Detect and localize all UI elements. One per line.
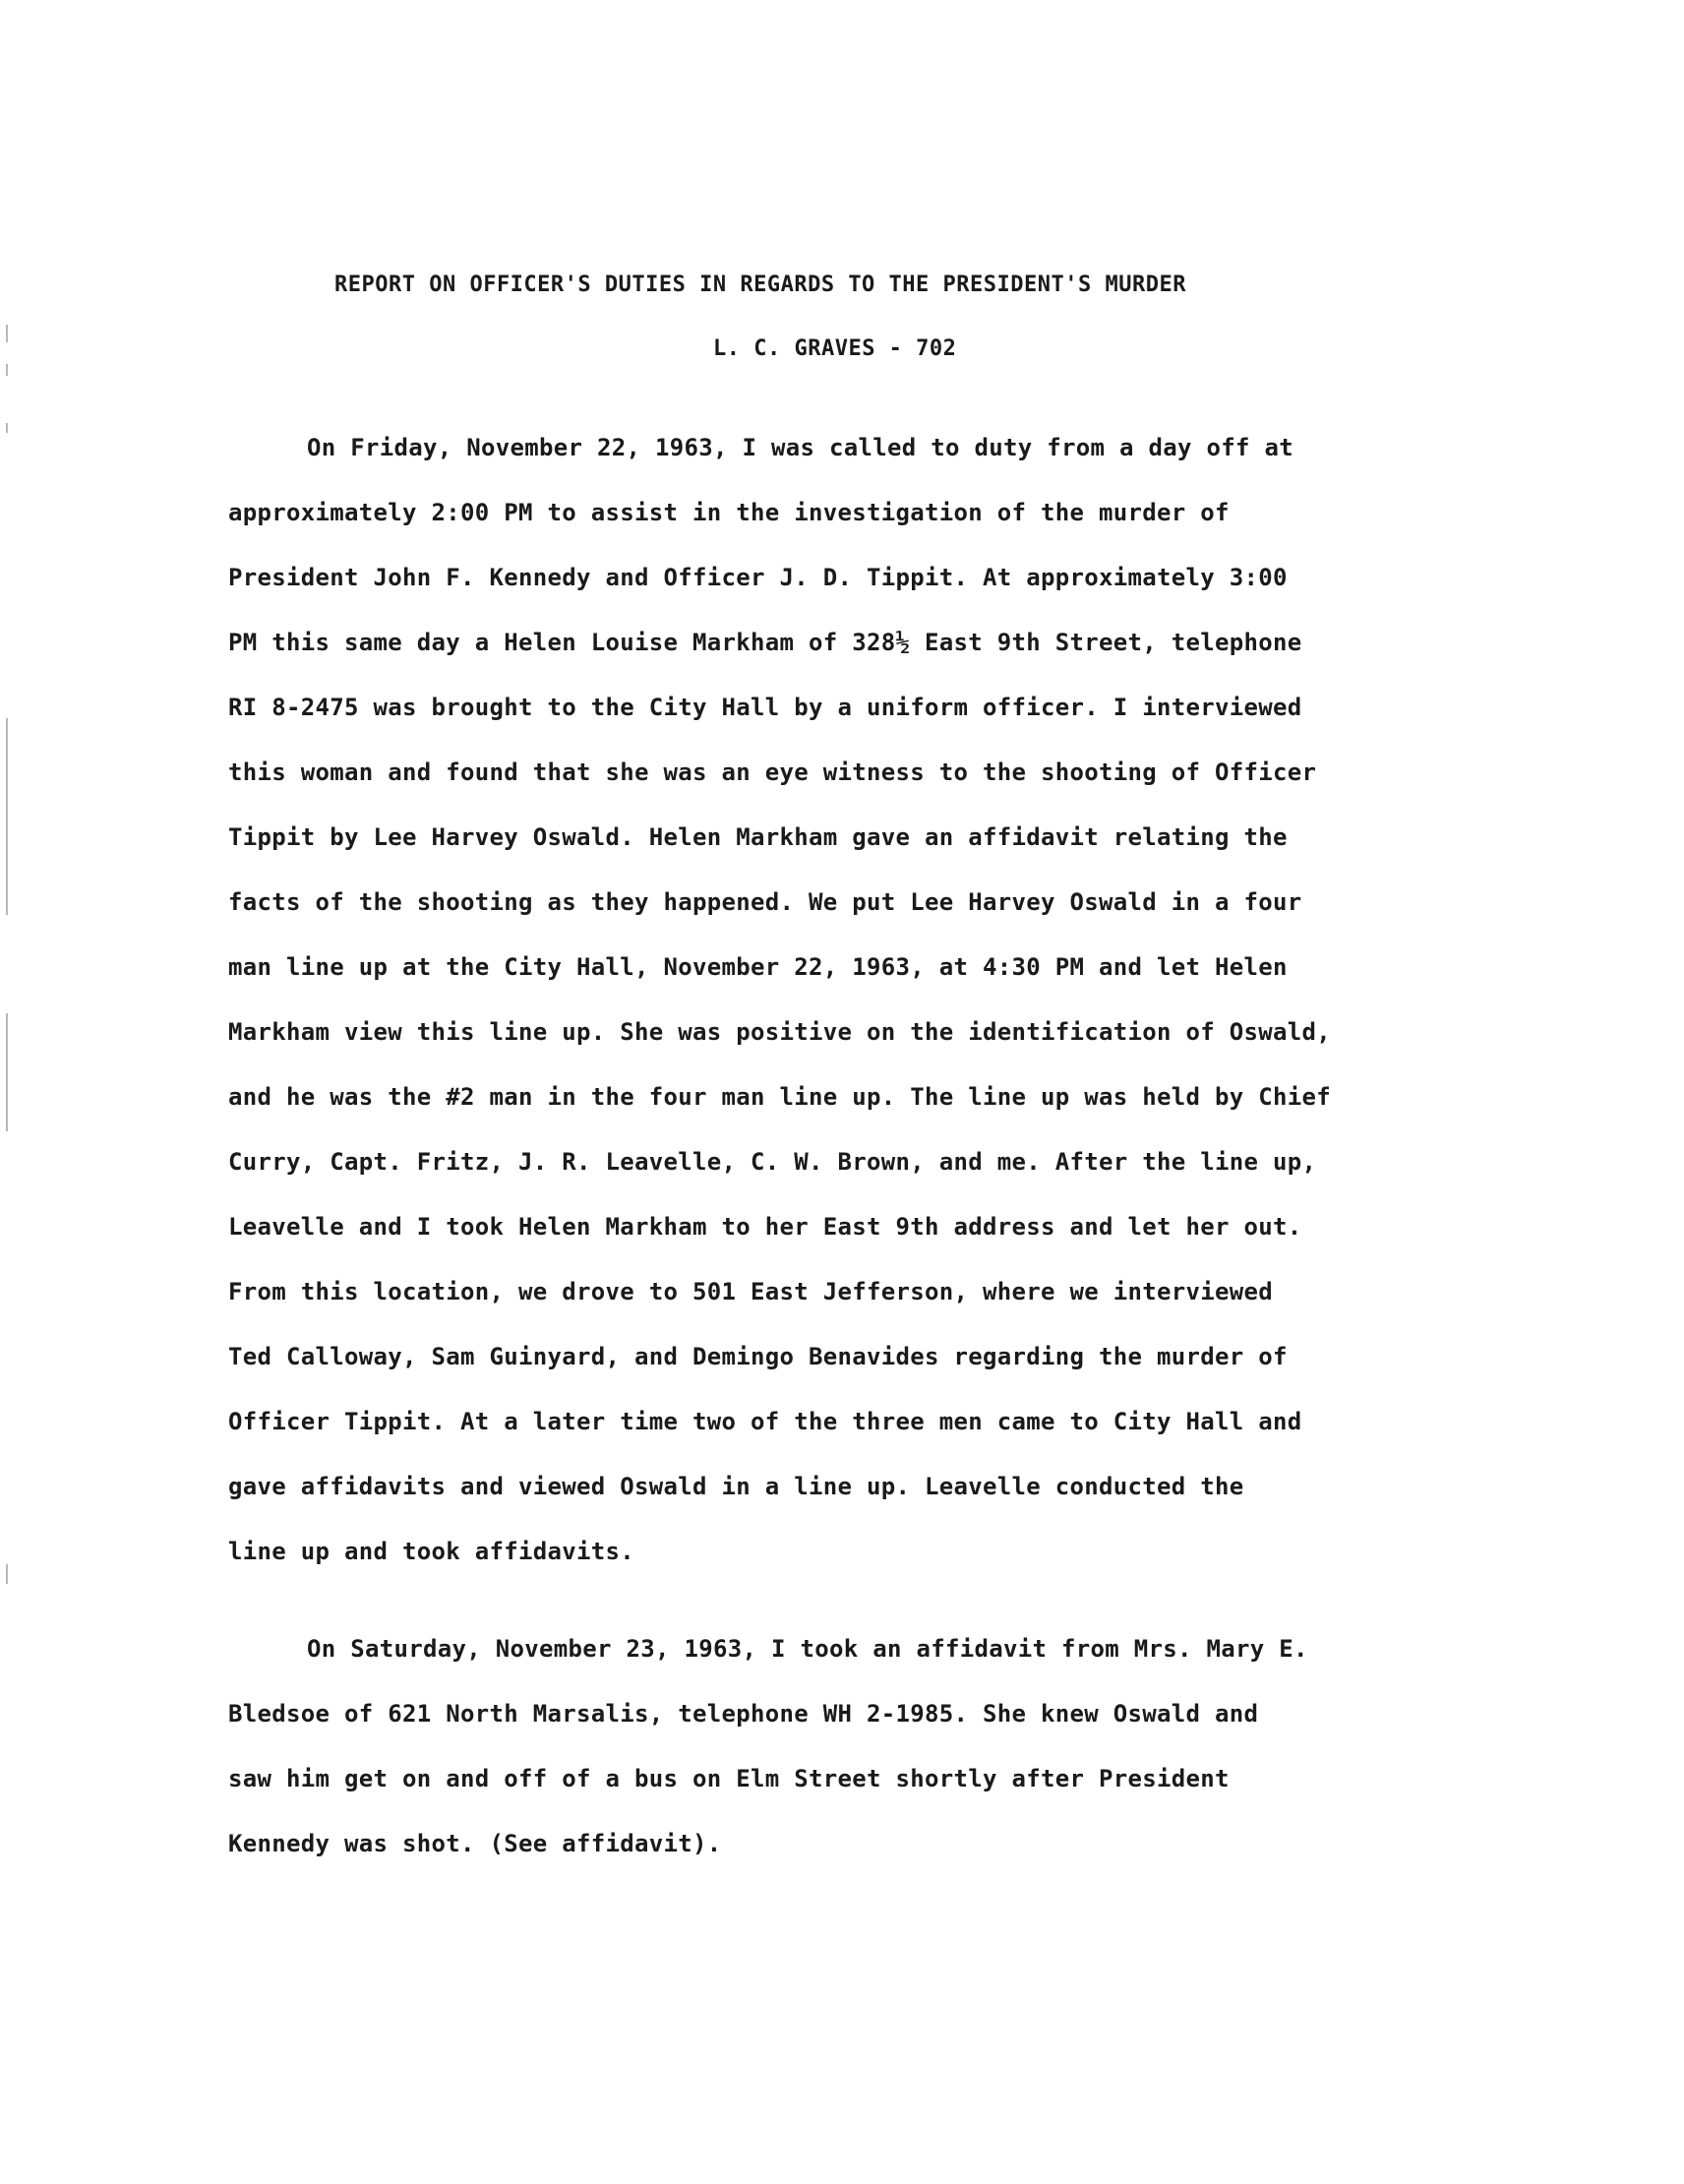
text-line: Markham view this line up. She was positive on the identification of Oswald,	[228, 1018, 1331, 1046]
paragraph-2	[228, 1616, 1507, 1876]
text-line: Leavelle and I took Helen Markham to her East 9th address and let her out.	[228, 1213, 1302, 1241]
scan-mark	[6, 718, 8, 915]
text-line: Officer Tippit. At a later time two of the three men came to City Hall and	[228, 1408, 1302, 1435]
text-line: On Friday, November 22, 1963, I was called to duty from a day off at	[307, 434, 1293, 461]
text-line: Ted Calloway, Sam Guinyard, and Demingo Benavides regarding the murder of	[228, 1343, 1288, 1370]
text-line: facts of the shooting as they happened. We put Lee Harvey Oswald in a four	[228, 888, 1302, 916]
text-line: Bledsoe of 621 North Marsalis, telephone WH 2-1985. She knew Oswald and	[228, 1700, 1259, 1728]
report-title: REPORT ON OFFICER'S DUTIES IN REGARDS TO THE PRESIDENT'S MURDER	[334, 273, 1186, 297]
scan-mark	[6, 325, 8, 342]
scan-mark	[6, 364, 8, 376]
scan-mark	[6, 1013, 8, 1131]
text-line: PM this same day a Helen Louise Markham of 328½ East 9th Street, telephone	[228, 629, 1302, 656]
text-line: this woman and found that she was an eye witness to the shooting of Officer	[228, 758, 1317, 786]
text-line: From this location, we drove to 501 East Jefferson, where we interviewed	[228, 1278, 1273, 1305]
text-line: On Saturday, November 23, 1963, I took an affidavit from Mrs. Mary E.	[307, 1635, 1308, 1663]
paragraph-1	[228, 415, 1507, 1584]
text-line: RI 8-2475 was brought to the City Hall by a uniform officer. I interviewed	[228, 694, 1302, 721]
text-line: President John F. Kennedy and Officer J. D. Tippit. At approximately 3:00	[228, 564, 1288, 591]
text-line: man line up at the City Hall, November 22, 1963, at 4:30 PM and let Helen	[228, 953, 1288, 981]
scan-mark	[6, 1564, 8, 1584]
text-line: saw him get on and off of a bus on Elm Street shortly after President	[228, 1765, 1230, 1792]
text-line: approximately 2:00 PM to assist in the investigation of the murder of	[228, 499, 1230, 526]
text-line: Curry, Capt. Fritz, J. R. Leavelle, C. W. Brown, and me. After the line up,	[228, 1148, 1317, 1176]
text-line: and he was the #2 man in the four man line up. The line up was held by Chief	[228, 1083, 1331, 1111]
margin-scan-marks	[6, 325, 8, 1702]
text-line: line up and took affidavits.	[228, 1538, 634, 1565]
scan-mark	[6, 423, 8, 433]
text-line: gave affidavits and viewed Oswald in a line up. Leavelle conducted the	[228, 1473, 1244, 1500]
officer-name-badge: L. C. GRAVES - 702	[713, 336, 957, 361]
text-line: Kennedy was shot. (See affidavit).	[228, 1830, 722, 1857]
text-line: Tippit by Lee Harvey Oswald. Helen Markham gave an affidavit relating the	[228, 823, 1288, 851]
